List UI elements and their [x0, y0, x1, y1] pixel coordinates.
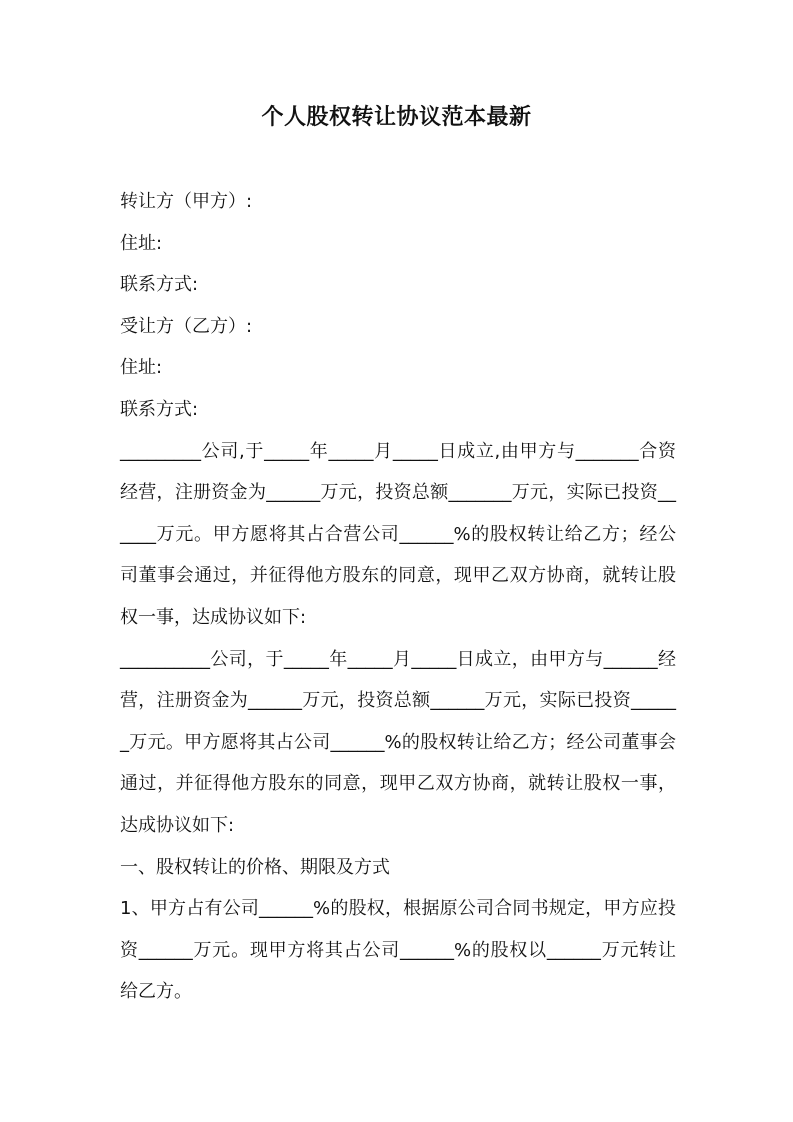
document-body	[120, 181, 676, 1013]
preamble-paragraph-1: _________公司,于_____年_____月_____日成立,由甲方与_______合资经营，注册资金为______万元，投资总额_______万元，实际已投资______万元。甲方愿将其占合营公司______%的股权转让给乙方；经公司董事会通过，并征得他方股东的同意，现甲乙双方协商，就转让股权一事，达成协议如下:	[120, 440, 676, 628]
section-heading-price-term-method: 一、股权转让的价格、期限及方式	[120, 856, 390, 878]
transferor-label: 转让方（甲方）:	[120, 191, 253, 212]
transferee-address-label: 住址:	[120, 357, 163, 379]
preamble-paragraph-2: __________公司，于_____年_____月_____日成立，由甲方与______经营，注册资金为______万元，投资总额______万元，实际已投资______万元。甲方愿将其占公司______%的股权转让给乙方；经公司董事会通过，并征得他方股东的同意，现甲乙双方协商，就转让股权一事，达成协议如下:	[120, 648, 676, 836]
transferee-label: 受让方（乙方）:	[120, 315, 253, 337]
transferee-contact-label: 联系方式:	[120, 398, 199, 420]
clause-1-paragraph: 1、甲方占有公司______%的股权，根据原公司合同书规定，甲方应投资______万元。现甲方将其占公司______%的股权以______万元转让给乙方。	[120, 898, 676, 1003]
transferor-contact-label: 联系方式:	[120, 274, 199, 296]
document-title: 个人股权转让协议范本最新	[261, 105, 532, 130]
transferor-address-label: 住址:	[120, 232, 163, 254]
